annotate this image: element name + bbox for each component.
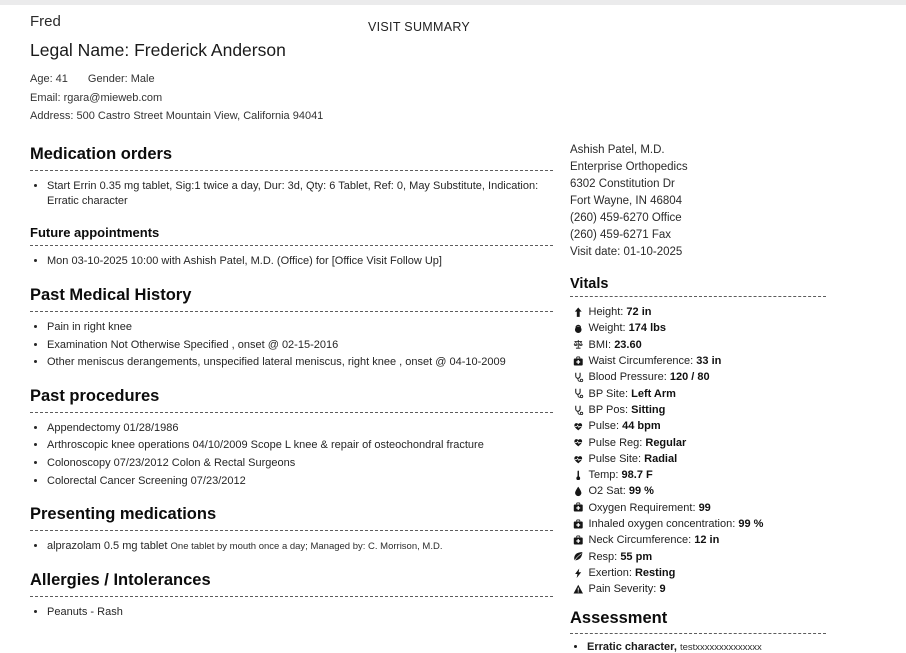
vital-label: BMI: xyxy=(588,338,612,351)
assessment-name: Erratic character, xyxy=(587,641,677,653)
vital-row xyxy=(573,402,826,418)
vital-value: 99 % xyxy=(738,518,764,530)
medkit-icon xyxy=(573,502,584,513)
allergy-item: • Peanuts - Rash xyxy=(47,605,553,620)
heart-icon xyxy=(573,454,584,465)
vital-row xyxy=(573,320,826,336)
section-presenting-medications xyxy=(30,505,553,554)
vital-label: Height: xyxy=(588,306,624,319)
vital-value: 174 lbs xyxy=(628,322,666,335)
assessment-note: testxxxxxxxxxxxxxx xyxy=(679,642,762,653)
assessment-list xyxy=(570,641,826,653)
future-appointment-item: • Mon 03-10-2025 10:00 with Ashish Patel, M.D. (Office) for [Office Visit Follow Up] xyxy=(47,254,553,269)
patient-email: Email: rgara@mieweb.com xyxy=(30,91,163,104)
provider-block xyxy=(570,142,826,261)
stethoscope-icon xyxy=(573,388,584,399)
medication-drug: alprazolam 0.5 mg tablet xyxy=(47,540,168,553)
past-procedure-item: • Colorectal Cancer Screening 07/23/2012 xyxy=(47,474,553,489)
arrow-up-icon xyxy=(573,307,584,318)
presenting-medication-item xyxy=(47,539,553,554)
vital-label: Pulse Site: xyxy=(588,452,642,465)
vital-row xyxy=(573,369,826,385)
past-medical-history-item: • Other meniscus derangements, unspecified lateral meniscus, right knee , onset @ 04-10-2009 xyxy=(47,355,553,370)
vital-row xyxy=(573,548,826,564)
vital-label: Blood Pressure: xyxy=(588,371,667,384)
vital-label: BP Pos: xyxy=(588,403,629,416)
patient-header xyxy=(30,13,553,126)
assessment-heading: Assessment xyxy=(570,609,826,634)
section-assessment xyxy=(570,609,826,653)
warning-icon xyxy=(573,584,584,595)
visit-date: Visit date: 01-10-2025 xyxy=(570,246,683,258)
vital-label: Weight: xyxy=(588,322,626,335)
vital-label: O2 Sat: xyxy=(588,485,626,498)
stethoscope-icon xyxy=(573,372,584,383)
vital-value: 23.60 xyxy=(614,338,642,351)
medication-order-item: • Start Errin 0.35 mg tablet, Sig:1 twice a day, Dur: 3d, Qty: 6 Tablet, Ref: 0, May Substitute, Indication: Erratic character xyxy=(47,179,553,208)
right-column xyxy=(570,142,826,653)
vital-value: 55 pm xyxy=(620,550,653,563)
medkit-icon xyxy=(573,519,584,530)
past-medical-history-heading: Past Medical History xyxy=(30,286,553,312)
patient-address: Address: 500 Castro Street Mountain View, California 94041 xyxy=(30,110,324,122)
past-procedures-list xyxy=(30,421,553,489)
vital-value: 72 in xyxy=(626,306,652,319)
vital-label: Resp: xyxy=(588,550,618,563)
past-procedures-heading: Past procedures xyxy=(30,387,553,413)
left-column xyxy=(30,145,553,637)
vital-value: Left Arm xyxy=(631,387,676,400)
vital-row xyxy=(573,434,826,450)
vitals-list xyxy=(570,304,826,597)
vital-value: Resting xyxy=(634,566,676,579)
vital-label: Pulse Reg: xyxy=(588,436,643,449)
vital-row xyxy=(573,337,826,353)
vital-label: Pain Severity: xyxy=(588,583,657,596)
vital-row xyxy=(573,483,826,499)
vital-row xyxy=(573,565,826,581)
presenting-medications-heading: Presenting medications xyxy=(30,505,553,531)
vital-row xyxy=(573,304,826,320)
vital-value: 98.7 F xyxy=(621,469,653,482)
section-vitals xyxy=(570,276,826,597)
vital-row xyxy=(573,581,826,597)
section-future-appointments xyxy=(30,225,553,269)
vital-value: 9 xyxy=(659,583,666,596)
medkit-icon xyxy=(573,535,584,546)
medication-orders-list xyxy=(30,179,553,208)
patient-gender: Gender: Male xyxy=(87,73,155,85)
page-title: VISIT SUMMARY xyxy=(368,20,471,34)
vitals-heading: Vitals xyxy=(570,276,826,297)
allergies-heading: Allergies / Intolerances xyxy=(30,571,553,597)
bolt-icon xyxy=(573,568,584,579)
medication-sig: One tablet by mouth once a day; Managed by: C. Morrison, M.D. xyxy=(170,541,443,553)
provider-address-line2: Fort Wayne, IN 46804 xyxy=(570,195,683,207)
heart-icon xyxy=(573,421,584,432)
vital-value: 99 % xyxy=(628,485,654,498)
page-top-edge xyxy=(0,0,906,5)
vital-value: 120 / 80 xyxy=(669,371,710,384)
vital-label: Neck Circumference: xyxy=(588,534,692,547)
future-appointments-list xyxy=(30,254,553,269)
provider-address-line1: 6302 Constitution Dr xyxy=(570,178,675,190)
vital-label: BP Site: xyxy=(588,387,629,400)
patient-short-name: Fred xyxy=(30,13,61,30)
leaf-icon xyxy=(573,551,584,562)
vital-row xyxy=(573,385,826,401)
section-past-medical-history xyxy=(30,286,553,370)
past-procedure-item: • Appendectomy 01/28/1986 xyxy=(47,421,553,436)
provider-phone-fax: (260) 459-6271 Fax xyxy=(570,229,672,241)
allergies-list xyxy=(30,605,553,620)
droplet-icon xyxy=(573,486,584,497)
vital-row xyxy=(573,532,826,548)
scale-icon xyxy=(573,339,584,350)
patient-legal-name: Legal Name: Frederick Anderson xyxy=(30,40,286,60)
past-medical-history-item: • Examination Not Otherwise Specified , onset @ 02-15-2016 xyxy=(47,338,553,353)
assessment-item xyxy=(587,641,826,653)
thermometer-icon xyxy=(573,470,584,481)
vital-value: 12 in xyxy=(694,534,720,547)
vital-row xyxy=(573,467,826,483)
vital-row xyxy=(573,451,826,467)
vital-label: Inhaled oxygen concentration: xyxy=(588,518,736,530)
vital-value: Radial xyxy=(644,452,678,465)
vital-value: 33 in xyxy=(696,355,722,368)
vital-row xyxy=(573,500,826,516)
vital-value: Sitting xyxy=(631,403,666,416)
patient-age: Age: 41 xyxy=(30,73,68,85)
weight-icon xyxy=(573,323,584,334)
past-procedure-item: • Arthroscopic knee operations 04/10/2009 Scope L knee & repair of osteochondral fracture xyxy=(47,438,553,453)
medkit-icon xyxy=(573,356,584,367)
vital-label: Temp: xyxy=(588,469,619,482)
vital-value: Regular xyxy=(645,436,687,449)
vital-value: 99 xyxy=(698,501,711,514)
past-medical-history-item: • Pain in right knee xyxy=(47,320,553,335)
presenting-medications-list xyxy=(30,539,553,554)
stethoscope-icon xyxy=(573,405,584,416)
provider-name: Ashish Patel, M.D. xyxy=(570,144,665,156)
section-allergies xyxy=(30,571,553,620)
past-procedure-item: • Colonoscopy 07/23/2012 Colon & Rectal Surgeons xyxy=(47,456,553,471)
vital-label: Waist Circumference: xyxy=(588,355,694,368)
vital-row xyxy=(573,516,826,532)
patient-age-gender-line xyxy=(30,70,553,89)
past-medical-history-list xyxy=(30,320,553,370)
vital-label: Oxygen Requirement: xyxy=(588,501,696,514)
provider-phone-office: (260) 459-6270 Office xyxy=(570,212,682,224)
medication-orders-heading: Medication orders xyxy=(30,145,553,171)
vital-label: Pulse: xyxy=(588,420,620,433)
provider-practice: Enterprise Orthopedics xyxy=(570,161,688,173)
future-appointments-heading: Future appointments xyxy=(30,225,553,246)
section-past-procedures xyxy=(30,387,553,489)
vital-row xyxy=(573,418,826,434)
section-medication-orders xyxy=(30,145,553,208)
vital-value: 44 bpm xyxy=(622,420,661,433)
vital-row xyxy=(573,353,826,369)
heart-icon xyxy=(573,437,584,448)
vital-label: Exertion: xyxy=(588,566,632,579)
